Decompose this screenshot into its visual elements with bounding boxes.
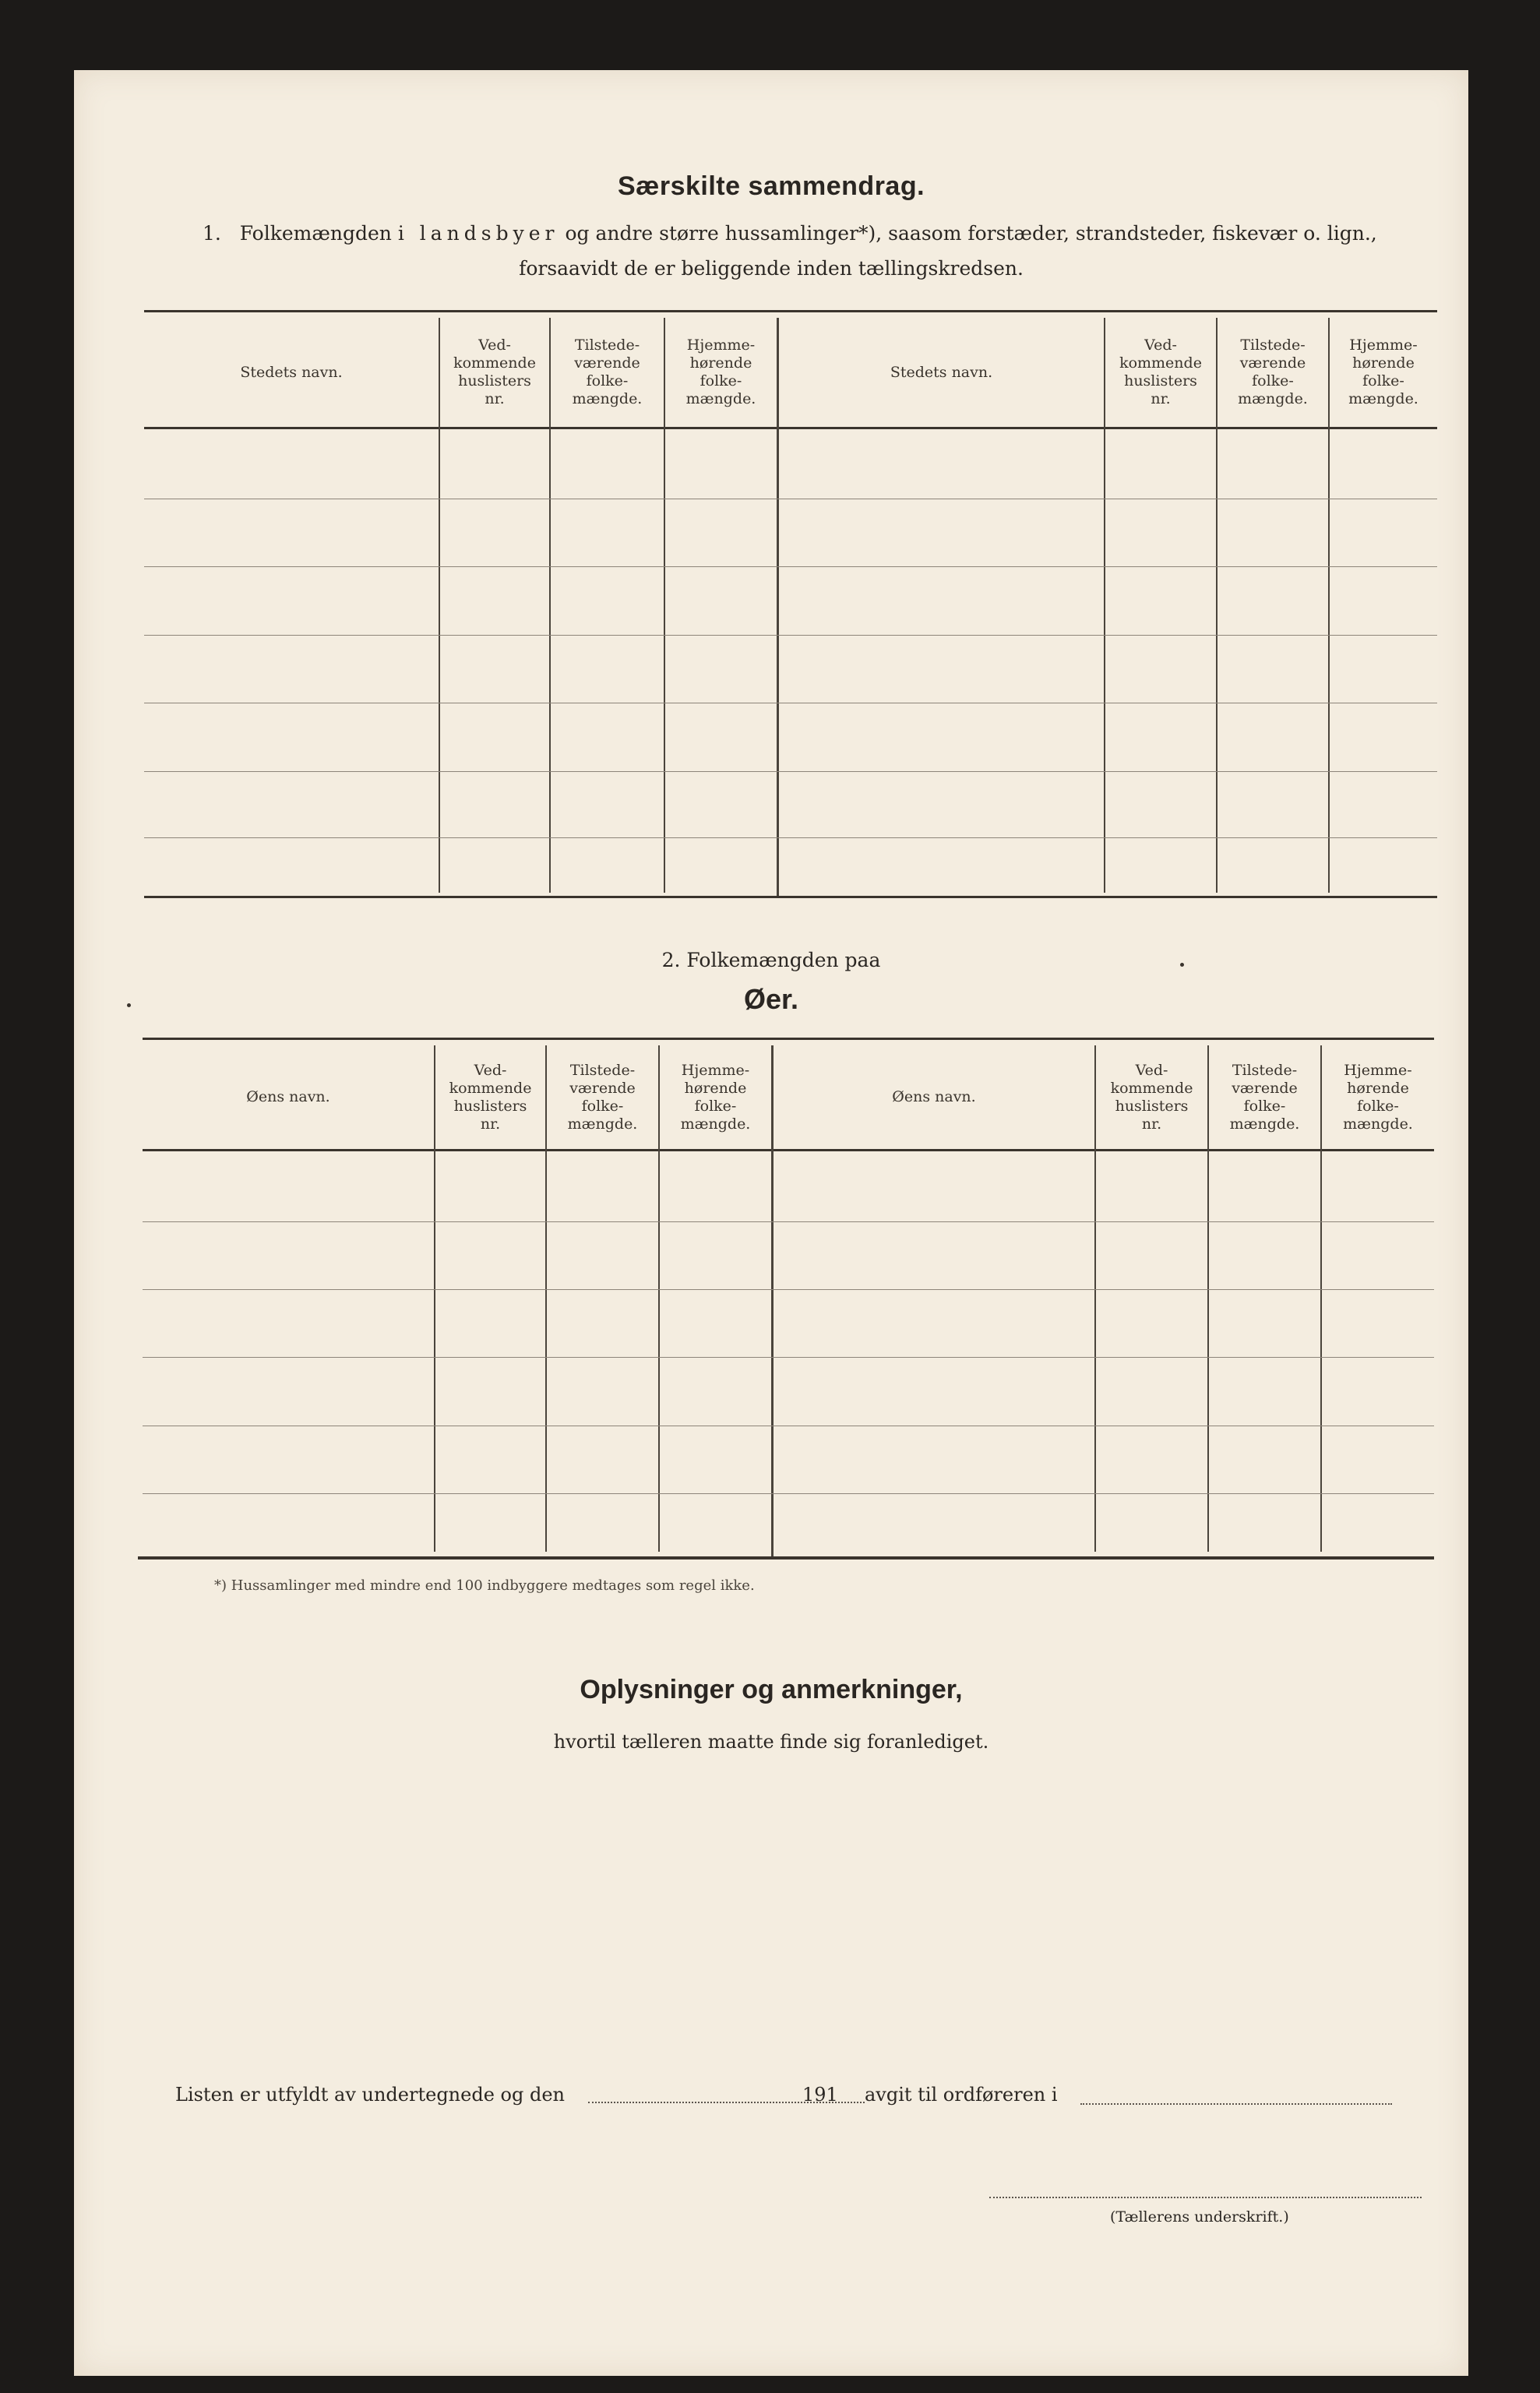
section1-number: 1.: [203, 222, 221, 245]
section2-subheading: Øer.: [743, 983, 799, 1015]
t2-header-hjemme-left: Hjemme- hørende folke- mængde.: [680, 1061, 751, 1133]
census-form-page: [74, 70, 1468, 2376]
t2-header-name-right: Øens navn.: [892, 1088, 976, 1105]
t1-header-hjemme-left: Hjemme- hørende folke- mængde.: [685, 337, 756, 407]
t1-header-name-left: Stedets navn.: [240, 363, 343, 381]
t2-header-tilstede-left: Tilstede- værende folke- mængde.: [567, 1061, 638, 1133]
signature-label: (Tællerens underskrift.): [1110, 2208, 1289, 2226]
t2-header-huslister-right: Ved- kommende huslisters nr.: [1110, 1061, 1193, 1133]
remarks-subtitle: hvortil tælleren maatte finde sig foranlediget.: [553, 1731, 989, 1753]
t1-header-name-right: Stedets navn.: [890, 363, 993, 381]
t1-header-tilstede-left: Tilstede- værende folke- mængde.: [572, 337, 643, 407]
filled-by-text: Listen er utfyldt av undertegnede og den: [175, 2084, 566, 2106]
footnote: *) Hussamlinger med mindre end 100 indbyggere medtages som regel ikke.: [214, 1577, 755, 1594]
year-text: 191: [802, 2084, 838, 2106]
t2-header-name-left: Øens navn.: [246, 1088, 330, 1105]
t1-header-hjemme-right: Hjemme- hørende folke- mængde.: [1348, 337, 1418, 407]
t2-header-tilstede-right: Tilstede- værende folke- mængde.: [1229, 1061, 1300, 1133]
speck: [127, 1003, 131, 1007]
municipality-blank[interactable]: [1080, 2103, 1392, 2105]
handed-to-text: avgit til ordføreren i: [865, 2084, 1058, 2106]
t1-header-huslister-left: Ved- kommende huslisters nr.: [453, 337, 536, 407]
t2-header-huslister-left: Ved- kommende huslisters nr.: [449, 1061, 532, 1133]
section2-heading: 2. Folkemængden paa: [661, 949, 881, 971]
speck: [1180, 963, 1184, 967]
section1-intro-line1: [203, 222, 1377, 245]
section1-intro-pre: Folkemængden: [239, 222, 392, 245]
section1-intro-post: og andre større hussamlinger*), saasom forstæder, strandsteder, fiskevær o. lign.,: [565, 222, 1377, 245]
section1-intro-spaced: i landsbyer: [397, 222, 559, 245]
t1-header-huslister-right: Ved- kommende huslisters nr.: [1119, 337, 1202, 407]
signature-blank[interactable]: [989, 2197, 1422, 2198]
remarks-title: Oplysninger og anmerkninger,: [580, 1675, 963, 1704]
page-title: Særskilte sammendrag.: [617, 171, 925, 201]
section1-intro-line2: forsaavidt de er beliggende inden tællingskredsen.: [519, 257, 1024, 280]
t2-header-hjemme-right: Hjemme- hørende folke- mængde.: [1343, 1061, 1413, 1133]
t1-header-tilstede-right: Tilstede- værende folke- mængde.: [1238, 337, 1308, 407]
